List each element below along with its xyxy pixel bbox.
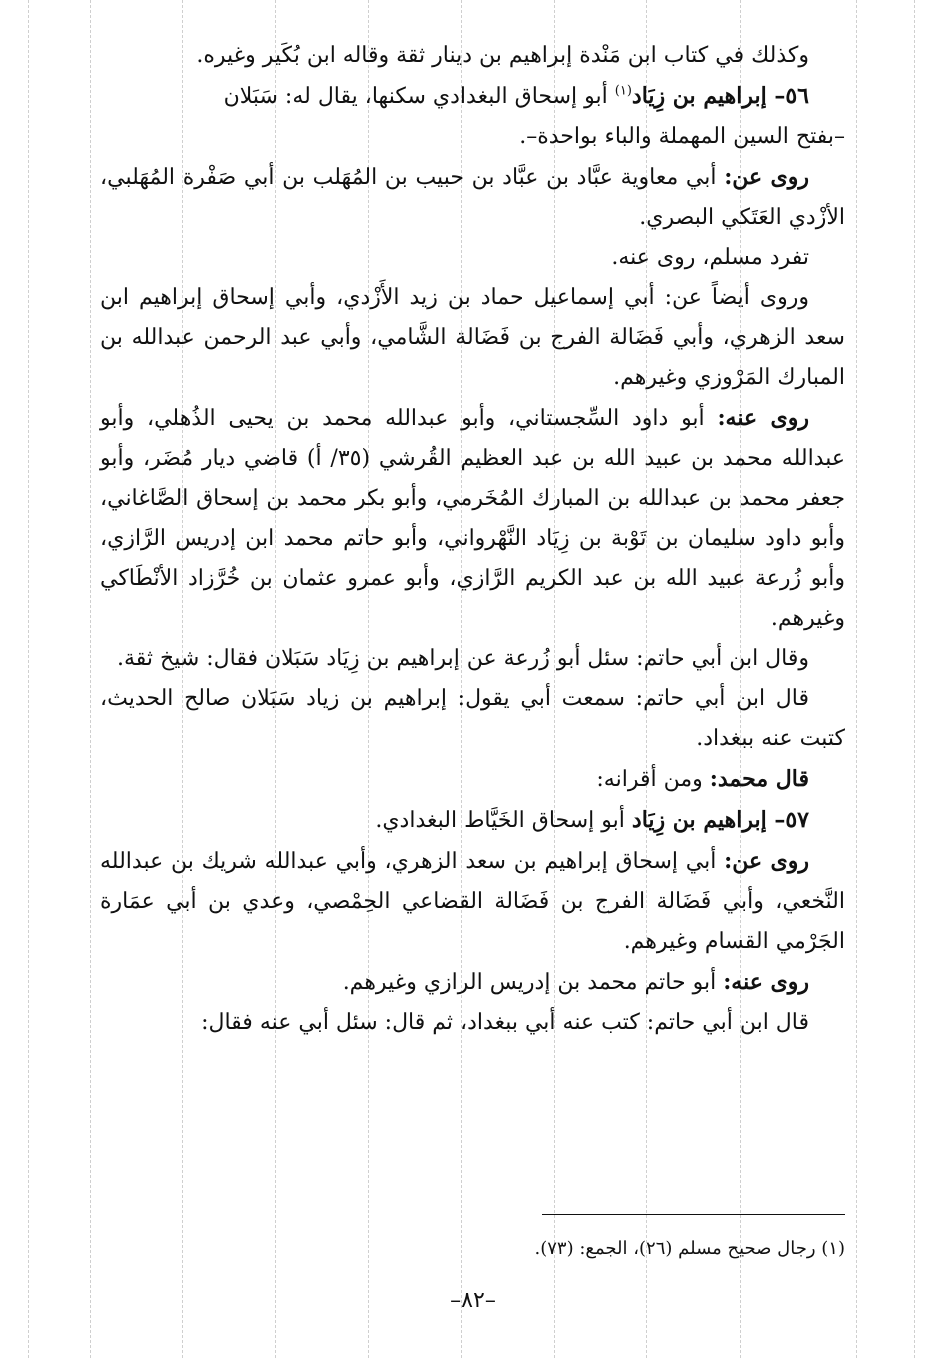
footnote-divider (542, 1214, 845, 1215)
footnote-text: (١) رجال صحيح مسلم (٢٦)، الجمع: (٧٣). (534, 1238, 845, 1259)
entry-57-abu-hatim: قال ابن أبي حاتم: كتب عنه أبي ببغداد، ثم قال: سئل أبي عنه فقال: (201, 1010, 809, 1035)
narrators-text: أبو حاتم محمد بن إدريس الرازي وغيرهم. (342, 970, 724, 995)
entry-57-narrators (100, 962, 845, 1003)
entry-56-pronunciation: –بفتح السين المهملة والباء بواحدة–. (519, 124, 845, 149)
narrators-label: روى عنه: (717, 405, 810, 431)
entry-57-heading (100, 800, 845, 841)
entry-56-also-narrated: وروى أيضاً عن: أبي إسماعيل حماد بن زيد الأَزْدي، وأبي إسحاق إبراهيم ابن سعد الزهري، وأبي فَضَالة الفرج بن فَضَالة الشَّامي، وأبي عبد الرحمن عبدالله بن المبارك المَرْوزي وغيرهم. (100, 285, 845, 390)
footnote-ref: (١) (614, 83, 632, 99)
narrated-from-label: روى عن: (724, 164, 809, 190)
muhammad-label: قال محمد: (709, 766, 809, 792)
muhammad-note (100, 759, 845, 800)
page-number: –٨٢– (450, 1288, 496, 1313)
entry-56-narrators (100, 398, 845, 639)
narrated-from-text: أبي معاوية عبَّاد بن عبَّاد بن حبيب بن المُهَلب بن أبي صَفْرة المُهَلبي، الأزْدي العَتَكي البصري. (100, 165, 845, 230)
narrators-text: أبو داود السِّجستاني، وأبو عبدالله محمد بن يحيى الذُهلي، وأبو عبدالله محمد بن عبيد الله بن عبد العظيم القُرشي (٣٥/ أ) قاضي ديار مُضَر، وأبو جعفر محمد بن عبدالله بن المبارك المُخَرمي، وأبو بكر محمد بن إسحاق الصَّاغاني، وأبو داود سليمان بن تَوْبة بن زِيَاد النَّهْرواني، وأبو حاتم محمد ابن إدريس الرَّازي، وأبو زُرعة عبيد الله بن عبد الكريم الرَّازي، وأبو عمرو عثمان بن خُرَّزاد الأنْطَاكي وغيرهم. (100, 406, 845, 631)
entry-56-narrated-from (100, 157, 845, 238)
muhammad-text: ومن أقرانه: (596, 767, 710, 792)
paragraph-continuation: وكذلك في كتاب ابن مَنْدة إبراهيم بن دينار ثقة وقاله ابن بُكَير وغيره. (196, 43, 809, 68)
entry-56-abu-hatim: قال ابن أبي حاتم: سمعت أبي يقول: إبراهيم بن زياد سَبَلان صالح الحديث، كتبت عنه ببغداد. (100, 686, 845, 751)
entry-56-name: ٥٦– إبراهيم بن زِيَاد (631, 83, 809, 109)
entry-57-desc: أبو إسحاق الخَيَّاط البغدادي. (375, 808, 632, 833)
entry-56-muslim-note: تفرد مسلم، روى عنه. (611, 245, 809, 270)
narrators-label: روى عنه: (723, 969, 809, 995)
entry-56-desc: أبو إسحاق البغدادي سكنها، يقال له: سَبَلان (223, 84, 615, 109)
entry-56-heading (100, 76, 845, 117)
narrated-from-label: روى عن: (724, 848, 809, 874)
entry-56-abu-zura: وقال ابن أبي حاتم: سئل أبو زُرعة عن إبراهيم بن زِيَاد سَبَلان فقال: شيخ ثقة. (116, 646, 809, 671)
narrated-from-text: أبي إسحاق إبراهيم بن سعد الزهري، وأبي عبدالله شريك بن عبدالله النَّخعي، وأبي فَضَالة الفرج بن فَضَالة القضاعي الحِمْصي، وعدي بن أبي عمَارة الجَرْمي القسام وغيرهم. (100, 849, 845, 954)
book-page-text (100, 36, 845, 1043)
entry-57-narrated-from (100, 841, 845, 962)
entry-57-name: ٥٧– إبراهيم بن زِيَاد (631, 807, 809, 833)
